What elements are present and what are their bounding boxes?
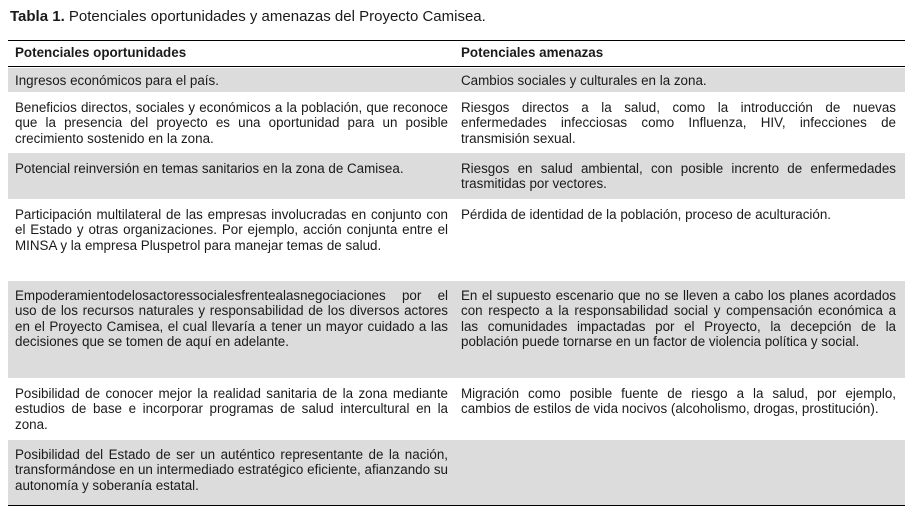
table-header-row <box>8 41 905 67</box>
threat-cell: Riesgos en salud ambiental, con posible incrento de enfermedades trasmitidas por vectores. <box>461 160 896 192</box>
threat-cell <box>454 440 905 505</box>
threat-cell: Riesgos directos a la salud, como la introducción de nuevas enfermedades infecciosas como Influenza, HIV, infecciones de transmisión sexual. <box>461 99 896 146</box>
table-caption-label: Tabla 1. <box>10 8 65 25</box>
threat-cell: Pérdida de identidad de la población, proceso de aculturación. <box>461 206 831 222</box>
table-row <box>8 92 905 152</box>
threat-cell: Cambios sociales y culturales en la zona. <box>461 72 707 88</box>
table-caption-text: Potenciales oportunidades y amenazas del Proyecto Camisea. <box>64 8 486 25</box>
table-row <box>8 152 905 199</box>
threat-cell: En el supuesto escenario que no se lleven a cabo los planes acordados con respecto a la responsabilidad social y compensación económica a las comunidades impactadas por el Proyecto, la decepción de la población puede tornarse en un factor de violencia política y social. <box>461 287 896 350</box>
opportunity-cell: Empoderamientodelosactoressocialesfrentealasnegociaciones por el uso de los recursos naturales y responsabilidad de los diversos actores en el Proyecto Camisea, el cual llevaría a tener un mayor cuidado a las decisiones que se tomen de aquí en adelante. <box>15 287 448 350</box>
header-threats: Potenciales amenazas <box>461 45 604 60</box>
table-row <box>8 67 905 92</box>
opportunity-cell: Participación multilateral de las empresas involucradas en conjunto con el Estado y otras organizaciones. Por ejemplo, acción conjunta entre el MINSA y la empresa Pluspetrol para manejar temas de salud. <box>15 206 448 253</box>
table-row <box>8 378 905 439</box>
opportunity-cell: Posibilidad del Estado de ser un auténtico representante de la nación, transformándose en un intermediado estratégico eficiente, afianzando su autonomía y soberanía estatal. <box>15 446 448 493</box>
table-row <box>8 199 905 280</box>
table-row <box>8 439 905 505</box>
header-opportunities: Potenciales oportunidades <box>15 45 187 60</box>
opportunity-cell: Beneficios directos, sociales y económicos a la población, que reconoce que la presencia del proyecto es una oportunidad para un posible crecimiento sostenido en la zona. <box>15 99 448 146</box>
table-row <box>8 280 905 378</box>
opportunities-threats-table <box>8 40 905 506</box>
opportunity-cell: Potencial reinversión en temas sanitarios en la zona de Camisea. <box>15 160 404 176</box>
opportunity-cell: Posibilidad de conocer mejor la realidad sanitaria de la zona mediante estudios de base e incorporar programas de salud intercultural en la zona. <box>15 385 448 432</box>
opportunity-cell: Ingresos económicos para el país. <box>15 72 219 88</box>
threat-cell: Migración como posible fuente de riesgo a la salud, por ejemplo, cambios de estilos de vida nocivos (alcoholismo, drogas, prostitución). <box>461 385 896 417</box>
table-caption <box>10 8 486 26</box>
